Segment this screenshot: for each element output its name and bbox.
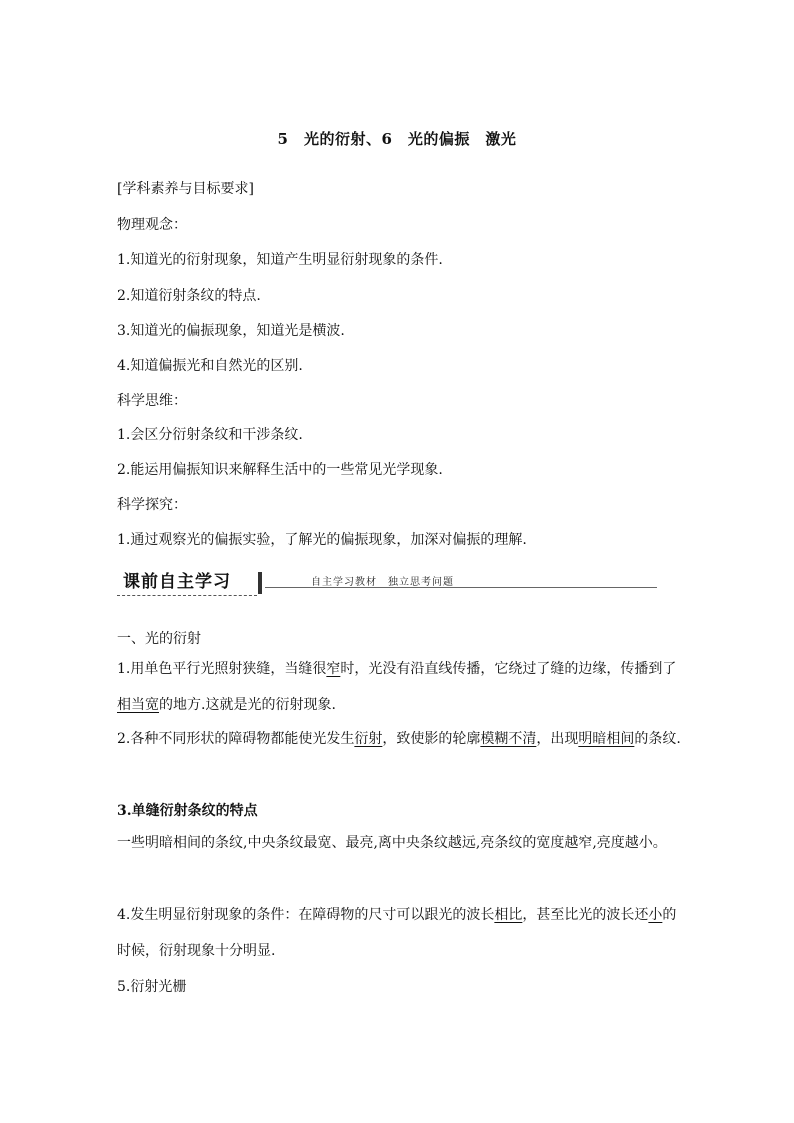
banner-subtitle: 自主学习教材 独立思考问题: [311, 577, 454, 588]
p1-text-c: 的地方.这就是光的衍射现象.: [159, 697, 336, 713]
inquiry-item-1: 1.通过观察光的偏振实验，了解光的偏振现象，加深对偏振的理解.: [117, 532, 527, 548]
page-title: 5 光的衍射、6 光的偏振 激光: [277, 130, 517, 148]
section-banner: [117, 570, 657, 596]
thinking-item-2: 2.能运用偏振知识来解释生活中的一些常见光学现象.: [117, 462, 443, 478]
p1-text-a: 1.用单色平行光照射狭缝，当缝很: [117, 661, 327, 677]
concept-heading: 物理观念：: [117, 217, 187, 233]
p2-text-c: ，出现: [536, 731, 579, 747]
p1-blank-2: 相当宽: [117, 697, 159, 713]
p2-text-b: ，致使影的轮廓: [382, 731, 481, 747]
inquiry-heading: 科学探究：: [117, 497, 187, 513]
paragraph-1: [117, 651, 682, 723]
banner-label: 课前自主学习: [117, 570, 263, 594]
banner-dashed-underline: [117, 595, 257, 596]
p1-text-b: 时，光没有沿直线传播，它绕过了缝的边缘，传播到了: [340, 661, 677, 677]
section1-heading: 一、光的衍射: [117, 631, 201, 647]
p3-body: 一些明暗相间的条纹,中央条纹最宽、最亮,离中央条纹越远,亮条纹的宽度越窄,亮度越小。: [117, 835, 667, 851]
concept-item-2: 2.知道衍射条纹的特点.: [117, 288, 261, 304]
p4-text-a: 4.发生明显衍射现象的条件：在障碍物的尺寸可以跟光的波长: [117, 907, 495, 923]
concept-item-1: 1.知道光的衍射现象，知道产生明显衍射现象的条件.: [117, 252, 443, 268]
p2-blank-1: 衍射: [354, 731, 383, 747]
p2-blank-2: 模糊不清: [480, 731, 537, 747]
paragraph-4: [117, 897, 682, 969]
concept-item-3: 3.知道光的偏振现象，知道光是横波.: [117, 323, 345, 339]
p4-blank-2: 小: [648, 907, 663, 923]
p2-text-a: 2.各种不同形状的障碍物都能使光发生: [117, 731, 355, 747]
thinking-heading: 科学思维：: [117, 393, 187, 409]
banner-divider-bar: [258, 572, 262, 594]
p4-text-b: ，甚至比光的波长还: [522, 907, 649, 923]
p4-blank-1: 相比: [494, 907, 523, 923]
p2-blank-3: 明暗相间: [578, 731, 635, 747]
p2-text-d: 的条纹.: [634, 731, 681, 747]
p3-heading: 3.单缝衍射条纹的特点: [117, 803, 258, 819]
concept-item-4: 4.知道偏振光和自然光的区别.: [117, 358, 303, 374]
thinking-item-1: 1.会区分衍射条纹和干涉条纹.: [117, 427, 303, 443]
p4-text-c: 的时候，衍射现象十分明显.: [117, 907, 677, 959]
p1-blank-1: 窄: [326, 661, 341, 677]
goals-heading: [学科素养与目标要求]: [117, 181, 254, 197]
paragraph-2: [117, 721, 682, 757]
p5-heading: 5.衍射光栅: [117, 979, 187, 995]
